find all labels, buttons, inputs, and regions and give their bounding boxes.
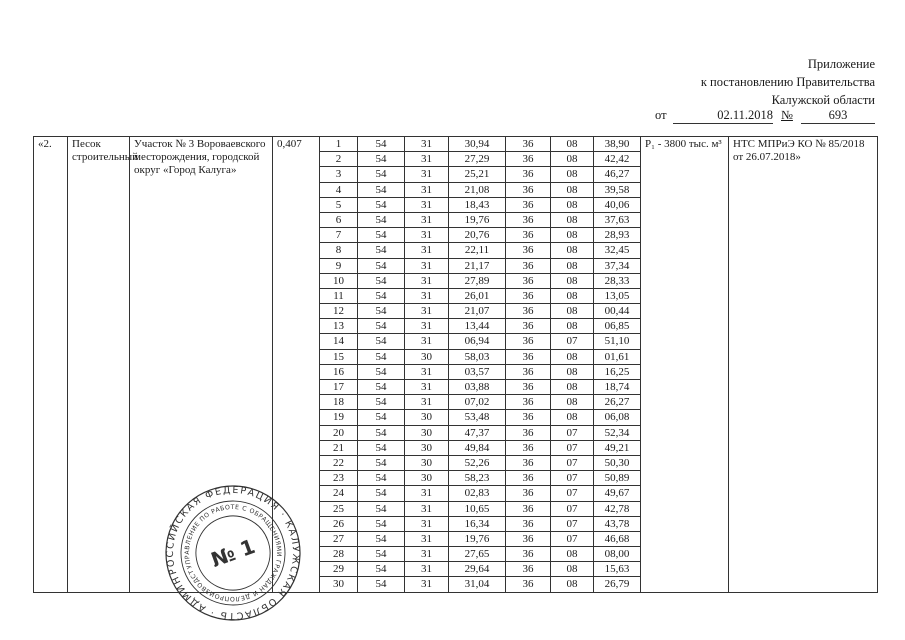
lat-sec: 03,57 [449, 364, 506, 379]
resolution-date: 02.11.2018 [673, 108, 773, 124]
lat-deg: 54 [358, 243, 405, 258]
lat-deg: 54 [358, 212, 405, 227]
document-header [615, 55, 875, 109]
point-number: 30 [320, 577, 358, 592]
lon-deg: 36 [506, 440, 551, 455]
lon-sec: 42,78 [594, 501, 641, 516]
lat-deg: 54 [358, 380, 405, 395]
lon-deg: 36 [506, 562, 551, 577]
row-index: «2. [34, 137, 68, 593]
lat-sec: 30,94 [449, 137, 506, 152]
lat-min: 31 [405, 395, 449, 410]
lon-deg: 36 [506, 364, 551, 379]
point-number: 1 [320, 137, 358, 152]
point-number: 6 [320, 212, 358, 227]
seal-inner-text: УПРАВЛЕНИЕ ПО РАБОТЕ С ОБРАЩЕНИЯМИ ГРАЖДАН И ДЕЛОПРОИЗВОДСТВУ [183, 503, 283, 603]
point-number: 18 [320, 395, 358, 410]
lon-sec: 39,58 [594, 182, 641, 197]
point-number: 12 [320, 304, 358, 319]
lon-deg: 36 [506, 486, 551, 501]
lat-sec: 52,26 [449, 455, 506, 470]
lon-sec: 40,06 [594, 197, 641, 212]
point-number: 28 [320, 547, 358, 562]
lon-min: 07 [551, 531, 594, 546]
lon-sec: 37,34 [594, 258, 641, 273]
header-resolution: к постановлению Правительства [700, 75, 875, 89]
point-number: 22 [320, 455, 358, 470]
lat-min: 31 [405, 152, 449, 167]
lat-min: 30 [405, 349, 449, 364]
lon-sec: 26,79 [594, 577, 641, 592]
lat-deg: 54 [358, 273, 405, 288]
lat-min: 30 [405, 425, 449, 440]
lat-min: 31 [405, 137, 449, 152]
lon-sec: 42,42 [594, 152, 641, 167]
lat-min: 31 [405, 364, 449, 379]
lon-sec: 06,85 [594, 319, 641, 334]
lon-min: 08 [551, 288, 594, 303]
lat-sec: 31,04 [449, 577, 506, 592]
lon-min: 08 [551, 319, 594, 334]
lat-min: 31 [405, 319, 449, 334]
lat-sec: 58,03 [449, 349, 506, 364]
lat-min: 31 [405, 258, 449, 273]
lat-min: 31 [405, 380, 449, 395]
lon-sec: 51,10 [594, 334, 641, 349]
lon-min: 07 [551, 440, 594, 455]
lon-deg: 36 [506, 243, 551, 258]
lat-deg: 54 [358, 167, 405, 182]
lat-deg: 54 [358, 152, 405, 167]
lat-deg: 54 [358, 228, 405, 243]
lon-deg: 36 [506, 197, 551, 212]
lat-deg: 54 [358, 258, 405, 273]
lon-sec: 28,33 [594, 273, 641, 288]
lon-min: 08 [551, 197, 594, 212]
lat-min: 30 [405, 440, 449, 455]
lat-min: 31 [405, 167, 449, 182]
lat-deg: 54 [358, 425, 405, 440]
lat-deg: 54 [358, 501, 405, 516]
lon-sec: 06,08 [594, 410, 641, 425]
lat-sec: 06,94 [449, 334, 506, 349]
point-number: 2 [320, 152, 358, 167]
lon-min: 08 [551, 304, 594, 319]
lat-sec: 53,48 [449, 410, 506, 425]
lat-min: 31 [405, 182, 449, 197]
lon-min: 07 [551, 334, 594, 349]
number-label: № [781, 108, 793, 122]
lat-min: 31 [405, 516, 449, 531]
lat-deg: 54 [358, 364, 405, 379]
point-number: 24 [320, 486, 358, 501]
lon-deg: 36 [506, 152, 551, 167]
lat-min: 31 [405, 288, 449, 303]
lon-min: 08 [551, 562, 594, 577]
lon-sec: 46,27 [594, 167, 641, 182]
header-region: Калужской области [771, 93, 875, 107]
point-number: 17 [320, 380, 358, 395]
lon-min: 08 [551, 380, 594, 395]
lat-deg: 54 [358, 455, 405, 470]
lat-deg: 54 [358, 486, 405, 501]
point-number: 25 [320, 501, 358, 516]
lat-sec: 47,37 [449, 425, 506, 440]
lon-min: 07 [551, 471, 594, 486]
lat-deg: 54 [358, 182, 405, 197]
deposit-table [33, 136, 878, 593]
lon-deg: 36 [506, 137, 551, 152]
lon-sec: 28,93 [594, 228, 641, 243]
point-number: 16 [320, 364, 358, 379]
lat-sec: 21,17 [449, 258, 506, 273]
lon-min: 08 [551, 167, 594, 182]
lon-deg: 36 [506, 531, 551, 546]
lon-deg: 36 [506, 304, 551, 319]
lat-deg: 54 [358, 304, 405, 319]
area-value: 0,407 [273, 137, 320, 593]
lon-sec: 52,34 [594, 425, 641, 440]
point-number: 7 [320, 228, 358, 243]
lat-sec: 49,84 [449, 440, 506, 455]
lon-deg: 36 [506, 349, 551, 364]
from-label: от [655, 108, 667, 122]
lat-sec: 21,08 [449, 182, 506, 197]
point-number: 23 [320, 471, 358, 486]
lat-sec: 21,07 [449, 304, 506, 319]
lat-deg: 54 [358, 531, 405, 546]
point-number: 20 [320, 425, 358, 440]
point-number: 21 [320, 440, 358, 455]
lon-min: 08 [551, 547, 594, 562]
lon-deg: 36 [506, 395, 551, 410]
lat-sec: 18,43 [449, 197, 506, 212]
lat-deg: 54 [358, 562, 405, 577]
point-number: 26 [320, 516, 358, 531]
lat-min: 31 [405, 577, 449, 592]
lon-deg: 36 [506, 212, 551, 227]
lon-min: 07 [551, 425, 594, 440]
lat-sec: 13,44 [449, 319, 506, 334]
lon-deg: 36 [506, 167, 551, 182]
lat-sec: 10,65 [449, 501, 506, 516]
lon-min: 08 [551, 182, 594, 197]
resource-name: Песок строительный [68, 137, 130, 593]
lon-deg: 36 [506, 410, 551, 425]
lon-min: 07 [551, 455, 594, 470]
lat-deg: 54 [358, 197, 405, 212]
official-seal [163, 483, 303, 623]
lat-min: 30 [405, 471, 449, 486]
seal-ring-text: РОССИЙСКАЯ ФЕДЕРАЦИЯ · КАЛУЖСКАЯ ОБЛАСТЬ · АДМИНИСТРАЦИЯ [164, 484, 302, 622]
lat-sec: 22,11 [449, 243, 506, 258]
lat-min: 31 [405, 228, 449, 243]
lat-sec: 27,29 [449, 152, 506, 167]
lat-deg: 54 [358, 288, 405, 303]
lon-sec: 16,25 [594, 364, 641, 379]
point-number: 5 [320, 197, 358, 212]
lat-deg: 54 [358, 319, 405, 334]
point-number: 4 [320, 182, 358, 197]
lat-min: 31 [405, 531, 449, 546]
lat-sec: 19,76 [449, 531, 506, 546]
point-number: 3 [320, 167, 358, 182]
lat-deg: 54 [358, 547, 405, 562]
point-number: 15 [320, 349, 358, 364]
point-number: 8 [320, 243, 358, 258]
lat-min: 31 [405, 197, 449, 212]
lat-min: 31 [405, 486, 449, 501]
lat-deg: 54 [358, 334, 405, 349]
point-number: 13 [320, 319, 358, 334]
lat-sec: 19,76 [449, 212, 506, 227]
lon-deg: 36 [506, 547, 551, 562]
lon-min: 08 [551, 349, 594, 364]
lon-min: 08 [551, 243, 594, 258]
lon-sec: 15,63 [594, 562, 641, 577]
lon-min: 08 [551, 395, 594, 410]
table-body [34, 137, 878, 593]
lat-sec: 27,89 [449, 273, 506, 288]
lon-sec: 49,21 [594, 440, 641, 455]
lon-min: 08 [551, 577, 594, 592]
lat-sec: 02,83 [449, 486, 506, 501]
lon-min: 07 [551, 501, 594, 516]
lon-deg: 36 [506, 319, 551, 334]
lat-min: 31 [405, 304, 449, 319]
table-row [34, 137, 878, 152]
lon-sec: 38,90 [594, 137, 641, 152]
lat-deg: 54 [358, 349, 405, 364]
point-number: 11 [320, 288, 358, 303]
lon-sec: 46,68 [594, 531, 641, 546]
lat-sec: 58,23 [449, 471, 506, 486]
site-description: Участок № 3 Вороваевского месторождения, городской округ «Город Калуга» [130, 137, 273, 593]
lat-min: 31 [405, 212, 449, 227]
seal-center-number: № 1 [207, 534, 259, 572]
lon-sec: 26,27 [594, 395, 641, 410]
lat-min: 31 [405, 243, 449, 258]
lon-sec: 49,67 [594, 486, 641, 501]
lon-min: 08 [551, 212, 594, 227]
lat-sec: 03,88 [449, 380, 506, 395]
lon-min: 08 [551, 137, 594, 152]
lat-deg: 54 [358, 410, 405, 425]
lat-deg: 54 [358, 471, 405, 486]
lon-min: 08 [551, 152, 594, 167]
lon-deg: 36 [506, 516, 551, 531]
lon-sec: 00,44 [594, 304, 641, 319]
lon-min: 08 [551, 228, 594, 243]
lat-min: 30 [405, 455, 449, 470]
lon-deg: 36 [506, 455, 551, 470]
protocol-ref: НТС МПРиЭ КО № 85/2018 от 26.07.2018» [729, 137, 878, 593]
lat-sec: 20,76 [449, 228, 506, 243]
lat-min: 31 [405, 273, 449, 288]
point-number: 10 [320, 273, 358, 288]
lon-deg: 36 [506, 288, 551, 303]
point-number: 14 [320, 334, 358, 349]
lon-sec: 13,05 [594, 288, 641, 303]
lon-sec: 43,78 [594, 516, 641, 531]
lon-min: 07 [551, 486, 594, 501]
point-number: 29 [320, 562, 358, 577]
point-number: 19 [320, 410, 358, 425]
lat-sec: 25,21 [449, 167, 506, 182]
lat-deg: 54 [358, 440, 405, 455]
lon-sec: 37,63 [594, 212, 641, 227]
lon-deg: 36 [506, 501, 551, 516]
lat-deg: 54 [358, 577, 405, 592]
lat-deg: 54 [358, 137, 405, 152]
lon-deg: 36 [506, 471, 551, 486]
lon-deg: 36 [506, 334, 551, 349]
lon-deg: 36 [506, 380, 551, 395]
lon-min: 08 [551, 364, 594, 379]
lat-sec: 27,65 [449, 547, 506, 562]
lon-deg: 36 [506, 228, 551, 243]
lon-min: 07 [551, 516, 594, 531]
lat-sec: 16,34 [449, 516, 506, 531]
lon-min: 08 [551, 410, 594, 425]
lon-sec: 32,45 [594, 243, 641, 258]
lon-sec: 50,89 [594, 471, 641, 486]
lat-deg: 54 [358, 516, 405, 531]
lat-deg: 54 [358, 395, 405, 410]
lon-min: 08 [551, 258, 594, 273]
lon-sec: 50,30 [594, 455, 641, 470]
lon-min: 08 [551, 273, 594, 288]
resolution-number: 693 [801, 108, 875, 124]
lat-sec: 29,64 [449, 562, 506, 577]
reserves-value: P₁ - 3800 тыс. м³ [641, 137, 729, 593]
point-number: 9 [320, 258, 358, 273]
header-appendix: Приложение [807, 57, 875, 71]
lon-deg: 36 [506, 273, 551, 288]
lat-sec: 07,02 [449, 395, 506, 410]
lat-min: 31 [405, 334, 449, 349]
lat-min: 31 [405, 562, 449, 577]
lat-min: 31 [405, 547, 449, 562]
lat-sec: 26,01 [449, 288, 506, 303]
point-number: 27 [320, 531, 358, 546]
lat-min: 31 [405, 501, 449, 516]
lon-sec: 08,00 [594, 547, 641, 562]
lon-sec: 18,74 [594, 380, 641, 395]
lon-deg: 36 [506, 182, 551, 197]
lon-deg: 36 [506, 258, 551, 273]
lon-deg: 36 [506, 577, 551, 592]
lon-sec: 01,61 [594, 349, 641, 364]
lon-deg: 36 [506, 425, 551, 440]
lat-min: 30 [405, 410, 449, 425]
